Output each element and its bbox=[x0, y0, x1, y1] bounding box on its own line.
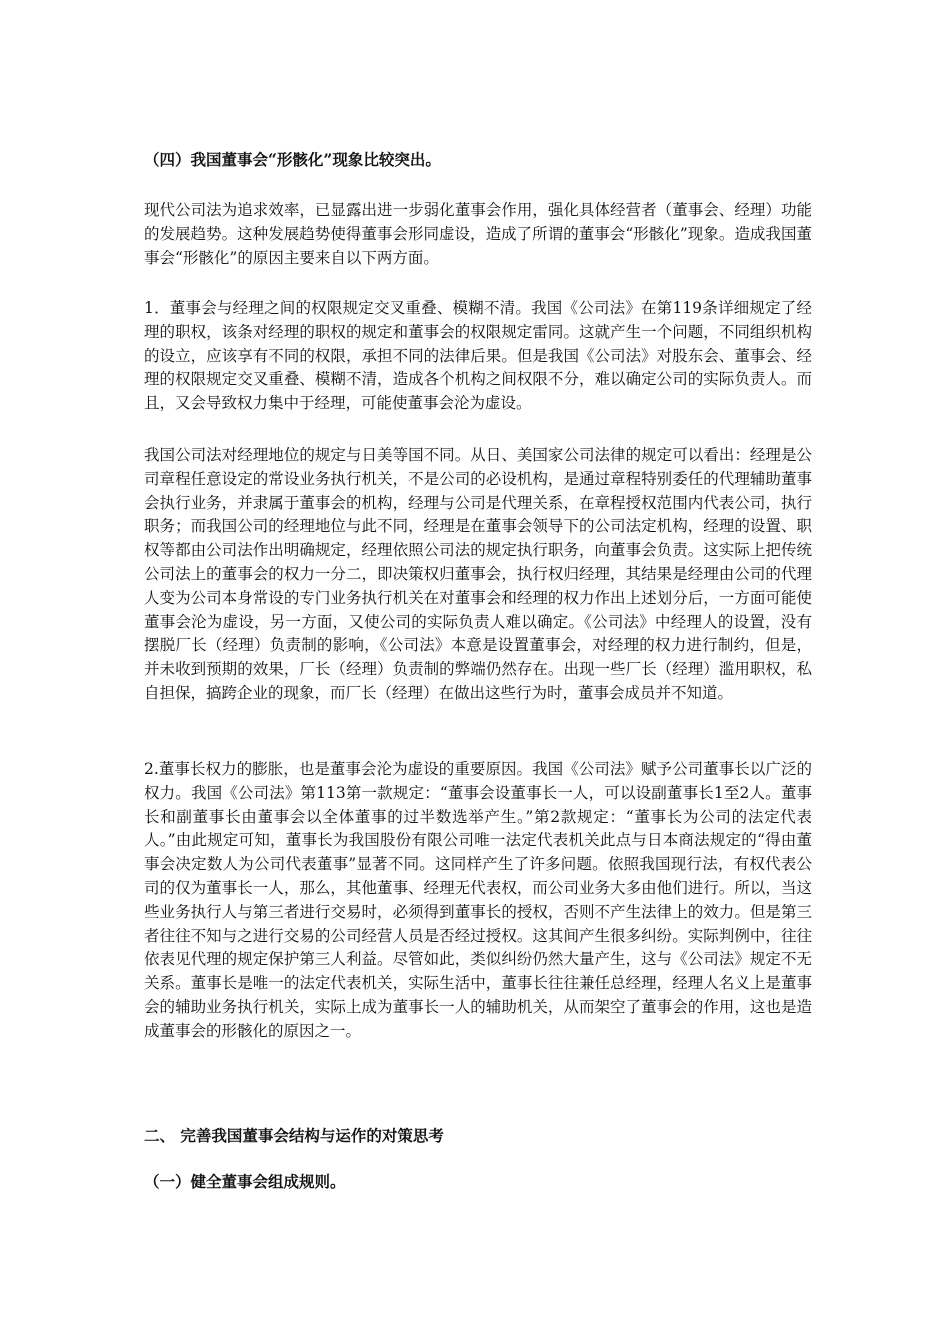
paragraph-point-2: 2.董事长权力的膨胀，也是董事会沦为虚设的重要原因。我国《公司法》赋予公司董事长以广泛的权力。我国《公司法》第113第一款规定：“董事会设董事长一人，可以设副董事长1至2人。董事长和副董事长由董事会以全体董事的过半数选举产生。”第2款规定：“董事长为公司的法定代表人。”由此规定可知，董事长为我国股份有限公司唯一法定代表机关此点与日本商法规定的“得由董事会决定数人为公司代表董事”显著不同。这同样产生了许多问题。依照我国现行法，有权代表公司的仅为董事长一人，那么，其他董事、经理无代表权，而公司业务大多由他们进行。所以，当这些业务执行人与第三者进行交易时，必须得到董事长的授权，否则不产生法律上的效力。但是第三者往往不知与之进行交易的公司经营人员是否经过授权。这其间产生很多纠纷。实际判例中，往往依表见代理的规定保护第三人利益。尽管如此，类似纠纷仍然大量产生，这与《公司法》规定不无关系。董事长是唯一的法定代表机关，实际生活中，董事长往往兼任总经理，经理人名义上是董事会的辅助业务执行机关，实际上成为董事长一人的辅助机关，从而架空了董事会的作用，这也是造成董事会的形骸化的原因之一。 bbox=[144, 760, 812, 1040]
section-heading-two: 二、 完善我国董事会结构与运作的对策思考 bbox=[144, 1126, 444, 1145]
section-heading-four: （四）我国董事会“形骸化”现象比较突出。 bbox=[144, 150, 441, 169]
paragraph-point-1: 1．董事会与经理之间的权限规定交叉重叠、模糊不清。我国《公司法》在第119条详细规定了经理的职权，该条对经理的职权的规定和董事会的权限规定雷同。这就产生一个问题，不同组织机构的设立，应该享有不同的权限，承担不同的法律后果。但是我国《公司法》对股东会、董事会、经理的权限规定交叉重叠、模糊不清，造成各个机构之间权限不分，难以确定公司的实际负责人。而且，又会导致权力集中于经理，可能使董事会沦为虚设。 bbox=[144, 299, 812, 413]
subsection-heading-one: （一）健全董事会组成规则。 bbox=[144, 1172, 346, 1191]
paragraph-intro: 现代公司法为追求效率，已显露出进一步弱化董事会作用，强化具体经营者（董事会、经理）功能的发展趋势。这种发展趋势使得董事会形同虚设，造成了所谓的董事会“形骸化”现象。造成我国董事会“形骸化”的原因主要来自以下两方面。 bbox=[144, 201, 812, 267]
paragraph-manager-status: 我国公司法对经理地位的规定与日美等国不同。从日、美国家公司法律的规定可以看出：经理是公司章程任意设定的常设业务执行机关，不是公司的必设机构，是通过章程特别委任的代理辅助董事会执行业务，并隶属于董事会的机构，经理与公司是代理关系，在章程授权范围内代表公司，执行职务；而我国公司的经理地位与此不同，经理是在董事会领导下的公司法定机构，经理的设置、职权等都由公司法作出明确规定，经理依照公司法的规定执行职务，向董事会负责。这实际上把传统公司法上的董事会的权力一分二，即决策权归董事会，执行权归经理，其结果是经理由公司的代理人变为公司本身常设的专门业务执行机关在对董事会和经理的权力作出上述划分后，一方面可能使董事会沦为虚设，另一方面，又使公司的实际负责人难以确定。《公司法》中经理人的设置，没有摆脱厂长（经理）负责制的影响，《公司法》本意是设置董事会，对经理的权力进行制约，但是，并未收到预期的效果，厂长（经理）负责制的弊端仍然存在。出现一些厂长（经理）滥用职权，私自担保，搞跨企业的现象，而厂长（经理）在做出这些行为时，董事会成员并不知道。 bbox=[144, 446, 812, 702]
